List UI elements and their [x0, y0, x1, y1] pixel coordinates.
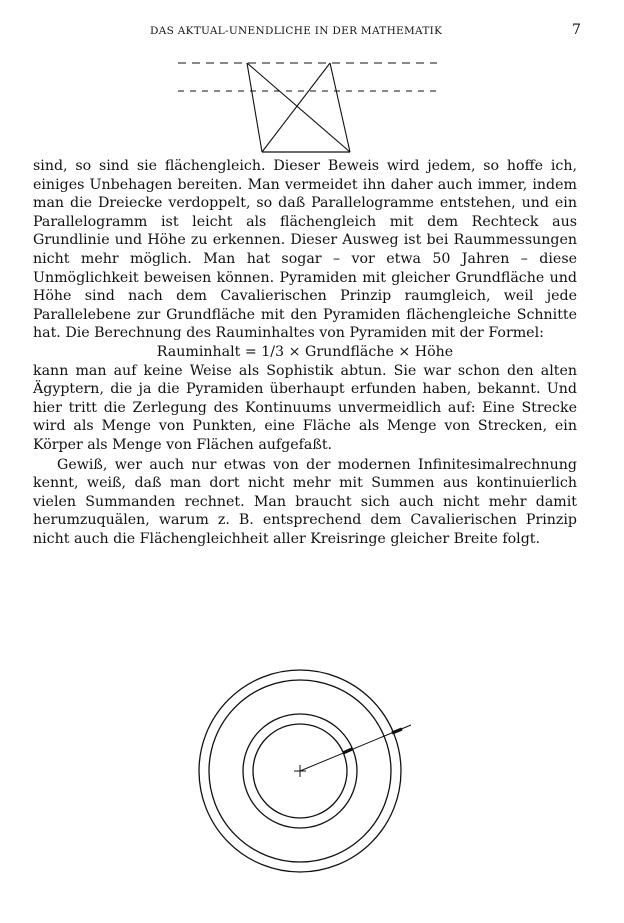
triangle-left-side-a — [247, 63, 262, 152]
triangle-figure — [175, 58, 445, 153]
triangle-diagonal-b — [262, 63, 330, 152]
paragraph-1: sind, so sind sie flächengleich. Dieser Beweis wird jedem, so hoffe ich, einiges Unbehagen bereiten. Man vermeidet ihn daher auch immer, indem man die Dreiecke verdoppelt, so daß Parallelogramme entstehen, und ein Parallelogramm ist leicht als flächengleich mit dem Rechteck aus Grundlinie und Höhe zu erkennen. Dieser Ausweg ist bei Raummessungen nicht mehr möglich. Man hat sogar – vor etwa 50 Jahren – diese Unmöglichkeit beweisen können. Pyramiden mit gleicher Grundfläche und Höhe sind nach dem Cavalierischen Prinzip raumgleich, weil jede Parallelebene zur Grundfläche mit den Pyramiden flächengleiche Schnitte hat. Die Berechnung des Rauminhaltes von Pyramiden mit der Formel: — [33, 158, 577, 342]
page-number: 7 — [572, 22, 581, 38]
formula: Rauminhalt = 1/3 × Grundfläche × Höhe — [156, 343, 454, 360]
ring-segment-outer — [392, 729, 402, 733]
concentric-rings-figure — [196, 668, 416, 888]
body-text — [33, 157, 577, 548]
paragraph-2: kann man auf keine Weise als Sophistik abtun. Sie war schon den alten Ägyptern, die ja die Pyramiden überhaupt erfunden haben, bekannt. Und hier tritt die Zerlegung des Kontinuums unvermeidlich auf: Eine Strecke wird als Menge von Punkten, eine Fläche als Menge von Strecken, ein Körper als Menge von Flächen aufgefaßt. — [33, 362, 577, 453]
paragraph-3: Gewiß, wer auch nur etwas von der modernen Infinitesimalrechnung kennt, weiß, daß man dort nicht mehr mit Summen aus kontinuierlich vielen Summanden rechnet. Man braucht sich auch nicht mehr damit herumzuquälen, warum z. B. entsprechend dem Cavalierischen Prinzip nicht auch die Flächengleichheit aller Kreisringe gleicher Breite folgt. — [33, 456, 577, 547]
triangle-diagonal-a — [247, 63, 350, 152]
ring-segment-inner — [343, 749, 352, 753]
triangle-right-side-b — [330, 63, 350, 152]
running-head: DAS AKTUAL-UNENDLICHE IN DER MATHEMATIK — [150, 25, 443, 37]
